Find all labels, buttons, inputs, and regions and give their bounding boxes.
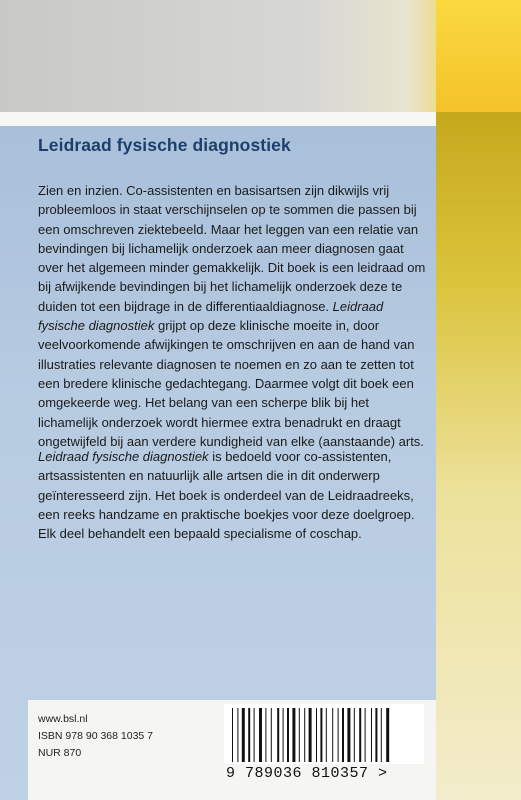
barcode-bars — [224, 704, 424, 764]
blurb-italic-title-2: Leidraad fysische diagnostiek — [38, 449, 209, 464]
yellow-corner — [436, 0, 521, 112]
nur-code: NUR 870 — [38, 747, 82, 759]
blurb-text-continued: grijpt op deze klinische moeite in, door veelvoorkomende afwijkingen te omschrijven en aan de hand van illustraties relevante diagnosen te noemen en zo aan te zetten tot een bredere klinische gedachtegang. Daarmee volgt dit boek een omgekeerde weg. Het belang van een scherpe blik bij het lichamelijk onderzoek wordt hiermee extra benadrukt en draagt ongetwijfeld bij aan verdere kundigheid van elke (aanstaande) arts. — [38, 318, 424, 449]
blurb-text: Zien en inzien. Co-assistenten en basisartsen zijn dikwijls vrij probleemloos in staat verschijnselen op te sommen die passen bij een omschreven ziektebeeld. Maar het leggen van een relatie van bevindingen bij lichamelijk onderzoek aan meer diagnosen gaat over het algemeen minder gemakkelijk. Dit boek is een leidraad om bij afwijkende bevindingen bij het lichamelijk onderzoek deze te duiden tot een bijdrage in de differentiaaldiagnose. — [38, 183, 426, 314]
blurb-text-2: is bedoeld voor co-assistenten, artsassistenten en natuurlijk alle artsen die in dit onderwerp geïnteresseerd zijn. Het boek is onderdeel van de Leidraadreeks, een reeks handzame en praktische boekjes voor deze doelgroep. Elk deel behandelt een bepaald specialisme of coschap. — [38, 449, 415, 542]
barcode-suffix: > — [378, 765, 388, 782]
blurb-italic-title: Leidraad fysische diagnostiek — [38, 298, 384, 334]
publisher-website[interactable]: www.bsl.nl — [38, 713, 88, 725]
barcode-digits: 9 789036 810357 — [226, 765, 369, 782]
blurb-paragraph-1 — [38, 181, 430, 451]
blurb-paragraph-2 — [38, 447, 430, 543]
barcode-number — [226, 765, 388, 782]
book-title: Leidraad fysische diagnostiek — [38, 135, 291, 155]
barcode — [224, 704, 424, 764]
publication-info — [38, 711, 153, 762]
isbn-text: ISBN 978 90 368 1035 7 — [38, 730, 154, 742]
yellow-side-bar — [436, 112, 521, 800]
